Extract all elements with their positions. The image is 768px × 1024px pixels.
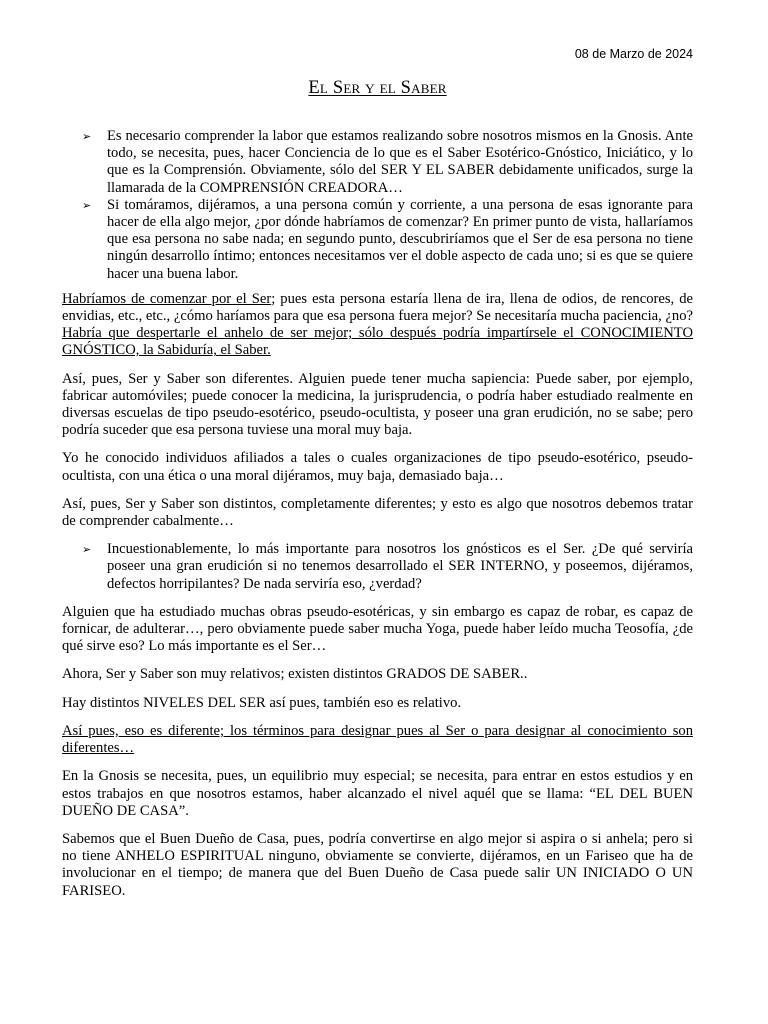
arrowhead-bullet-icon: ➢ xyxy=(82,543,92,557)
paragraph: Hay distintos NIVELES DEL SER así pues, también eso es relativo. xyxy=(62,694,462,711)
underlined-text: Habríamos de comenzar por el Ser xyxy=(62,290,272,307)
paragraph: En la Gnosis se necesita, pues, un equilibrio muy especial; se necesita, para entrar en estos estudios y en estos trabajos en que nosotros estamos, haber alcanzado el nivel aquél que se llama: “EL DEL BUEN DUEÑO DE CASA”. xyxy=(62,768,693,819)
list-item-text: Incuestionablemente, lo más importante para nosotros los gnósticos es el Ser. ¿De qué serviría poseer una gran erudición si no tenemos desarrollado el SER INTERNO, y poseemos, dijéramos, defectos horripilantes? De nada serviría eso, ¿verdad? xyxy=(107,541,693,592)
paragraph: Así, pues, Ser y Saber son distintos, completamente diferentes; y esto es algo que nosotros debemos tratar de comprender cabalmente… xyxy=(62,495,693,530)
document-title: El Ser y el Saber xyxy=(308,78,447,98)
paragraph: Yo he conocido individuos afiliados a tales o cuales organizaciones de tipo pseudo-esotérico, pseudo-ocultista, con una ética o una moral dijéramos, muy baja, demasiado baja… xyxy=(62,450,693,484)
list-item xyxy=(82,196,693,283)
bullet-list-2 xyxy=(62,541,693,593)
bullet-list-1 xyxy=(62,128,693,283)
arrowhead-bullet-icon: ➢ xyxy=(82,198,92,212)
list-item-text: Si tomáramos, dijéramos, a una persona común y corriente, a una persona de esas ignorante para hacer de ella algo mejor, ¿por dónde habríamos de comenzar? En primer punto de vista, hallaríamos que esa persona no sabe nada; en segundo punto, descubriríamos que el Ser de esa persona no tiene ningún desarrollo íntimo; entonces necesitamos ver el doble aspecto de cada uno; si es que se quiere hacer una buena labor. xyxy=(107,196,693,282)
list-item xyxy=(82,128,693,197)
underlined-text: Habría que despertarle el anhelo de ser mejor; sólo después podría impartírsele el CONOCIMIENTO GNÓSTICO, la Sabiduría, el Saber. xyxy=(62,325,693,359)
paragraph: Así, pues, Ser y Saber son diferentes. Alguien puede tener mucha sapiencia: Puede saber, por ejemplo, fabricar automóviles; puede conocer la medicina, la jurisprudencia, o podría haber estudiado realmente en diversas escuelas de tipo pseudo-esotérico, pseudo-ocultista, y poseer una gran erudición, no se sabe; pero podría suceder que esa persona tuviese una moral muy baja. xyxy=(62,370,693,439)
document-page xyxy=(62,40,693,900)
paragraph xyxy=(62,291,693,360)
underlined-paragraph: Así pues, eso es diferente; los términos para designar pues al Ser o para designar al conocimiento son diferentes… xyxy=(62,722,693,757)
arrowhead-bullet-icon: ➢ xyxy=(82,130,92,143)
document-date: 08 de Marzo de 2024 xyxy=(574,47,693,61)
paragraph: Ahora, Ser y Saber son muy relativos; existen distintos GRADOS DE SABER.. xyxy=(62,666,528,683)
list-item xyxy=(82,541,693,593)
paragraph-text: ; pues esta persona estaría llena de ira, llena de odios, de rencores, de envidias, etc., etc., ¿cómo haríamos para que esa persona fuera mejor? Se necesitaría mucha paciencia, ¿no? xyxy=(62,290,693,325)
list-item-text: Es necesario comprender la labor que estamos realizando sobre nosotros mismos en la Gnosis. Ante todo, se necesita, pues, hacer Conciencia de lo que es el Saber Esotérico-Gnóstico, Iniciático, y lo que es la Comprensión. Obviamente, sólo del SER Y EL SABER debidamente unificados, surge la llamarada de la COMPRENSIÓN CREADORA… xyxy=(107,128,693,196)
paragraph: Alguien que ha estudiado muchas obras pseudo-esotéricas, y sin embargo es capaz de robar, es capaz de fornicar, de adulterar…, pero obviamente puede saber mucha Yoga, puede haber leído mucha Teosofía, ¿de qué sirve eso? Lo más importante es el Ser… xyxy=(62,603,693,655)
paragraph: Sabemos que el Buen Dueño de Casa, pues, podría convertirse en algo mejor si aspira o si anhela; pero si no tiene ANHELO ESPIRITUAL ninguno, obviamente se convierte, dijéramos, en un Fariseo que ha de involucionar en el tiempo; de manera que del Buen Dueño de Casa puede salir UN INICIADO O UN FARISEO. xyxy=(62,830,693,899)
